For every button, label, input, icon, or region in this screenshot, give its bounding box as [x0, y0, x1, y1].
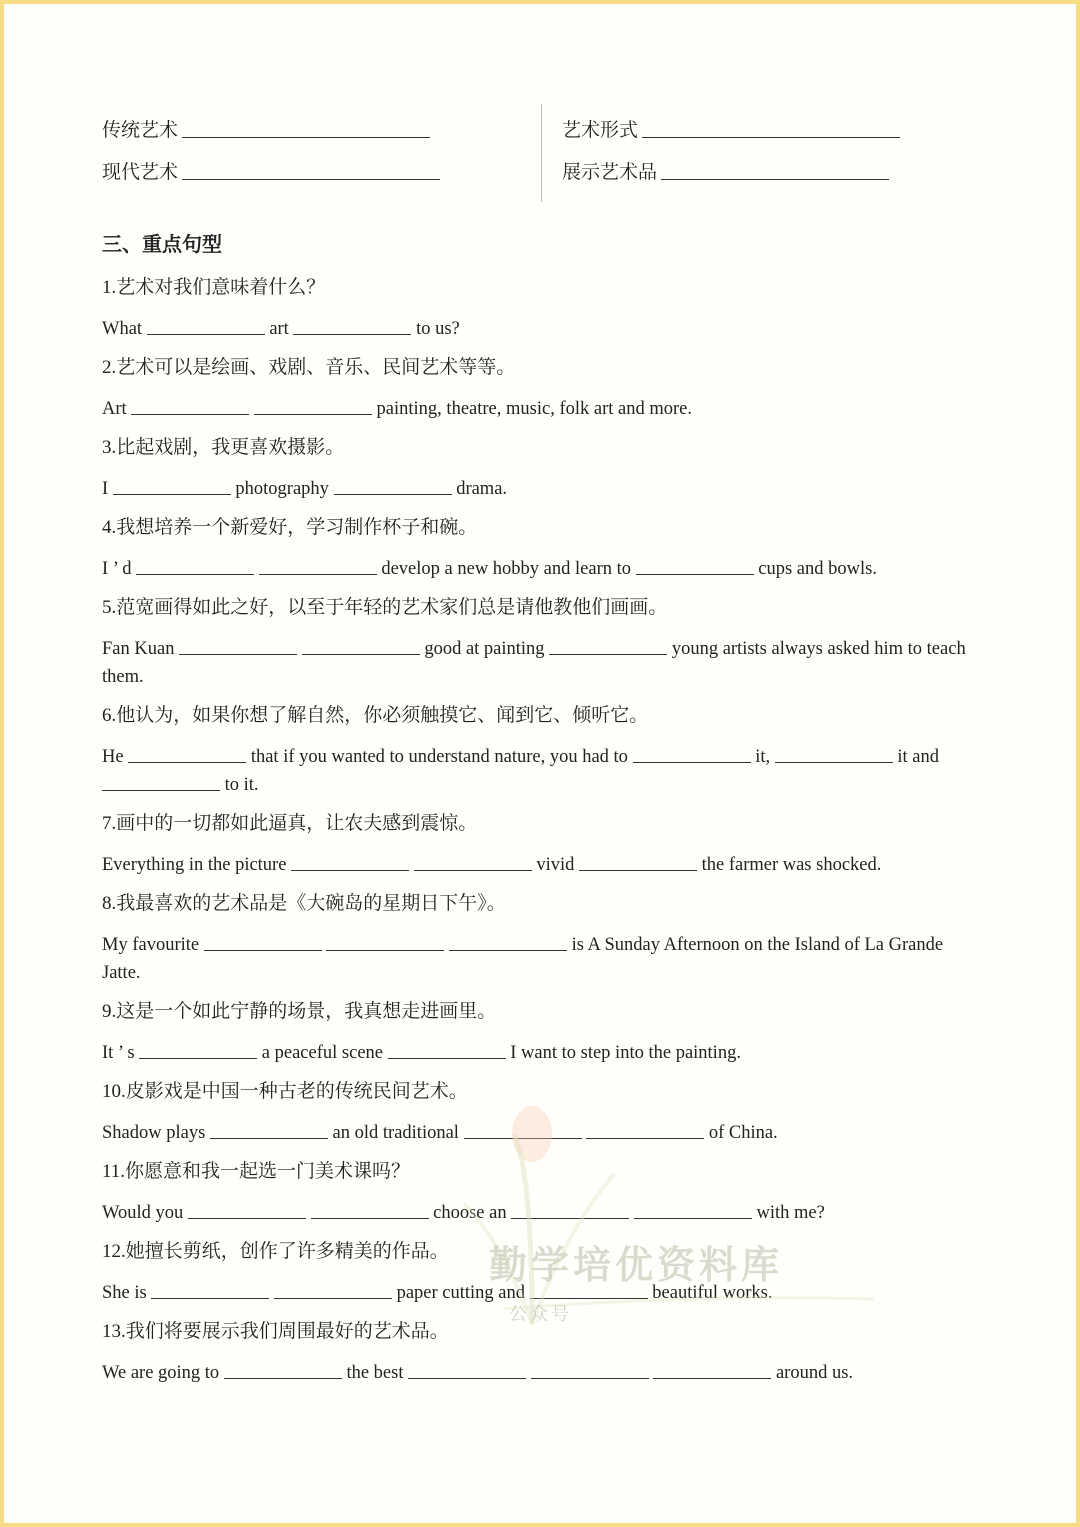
answer-blank[interactable] [531, 1360, 649, 1379]
answer-blank[interactable] [334, 476, 452, 495]
vocab-label: 展示艺术品 [562, 162, 658, 183]
sentence-item [102, 354, 972, 423]
english-sentence [102, 395, 972, 423]
answer-blank[interactable] [636, 556, 754, 575]
vocab-item [562, 159, 889, 186]
answer-blank[interactable] [131, 396, 249, 415]
answer-blank[interactable] [661, 159, 889, 180]
answer-blank[interactable] [139, 1040, 257, 1059]
answer-blank[interactable] [224, 1360, 342, 1379]
chinese-sentence: 10.皮影戏是中国一种古老的传统民间艺术。 [102, 1081, 468, 1102]
sentence-text: My favourite [102, 935, 204, 955]
answer-blank[interactable] [151, 1280, 269, 1299]
watermark-title: 勤学培优资料库 [489, 1243, 784, 1287]
sentence-text: I [102, 479, 113, 499]
answer-blank[interactable] [414, 852, 532, 871]
sentence-text: She is [102, 1283, 152, 1303]
sentence-text: It ’ s [102, 1043, 140, 1063]
vocab-item [562, 117, 900, 144]
chinese-sentence: 1.艺术对我们意味着什么？ [102, 277, 326, 298]
sentence-text: Everything in the picture [102, 855, 292, 875]
sentence-text: Fan Kuan [102, 639, 180, 659]
section-title: 三、重点句型 [102, 232, 222, 256]
answer-blank[interactable] [549, 636, 667, 655]
answer-blank[interactable] [274, 1280, 392, 1299]
chinese-sentence: 13.我们将要展示我们周围最好的艺术品。 [102, 1321, 449, 1342]
answer-blank[interactable] [113, 476, 231, 495]
sentence-item [102, 702, 972, 799]
sentence-text: it and [892, 747, 944, 767]
sentence-text: choose an [428, 1203, 512, 1223]
sentence-text: young artists always asked him to teach them. [102, 639, 971, 687]
sentence-text: is A Sunday Afternoon on the Island of La Grande Jatte. [102, 935, 948, 983]
vocab-label: 现代艺术 [102, 162, 179, 183]
sentence-text: develop a new hobby and learn to [376, 559, 636, 579]
sentence-text: I want to step into the painting. [505, 1043, 741, 1063]
vocab-item [102, 117, 430, 144]
answer-blank[interactable] [147, 316, 265, 335]
english-sentence [102, 1119, 972, 1147]
sentence-text: painting, theatre, music, folk art and more. [371, 399, 692, 419]
sentence-text: an old traditional [327, 1123, 464, 1143]
chinese-sentence: 5.范宽画得如此之好，以至于年轻的艺术家们总是请他教他们画画。 [102, 597, 668, 618]
watermark-sub: 公众号 [509, 1304, 572, 1325]
sentence-text: around us. [771, 1363, 854, 1383]
sentence-item [102, 274, 972, 343]
sentence-item [102, 890, 972, 987]
answer-blank[interactable] [634, 1200, 752, 1219]
answer-blank[interactable] [408, 1360, 526, 1379]
english-sentence [102, 743, 972, 799]
english-sentence [102, 1039, 972, 1067]
sentence-text: drama. [451, 479, 508, 499]
answer-blank[interactable] [511, 1200, 629, 1219]
chinese-sentence: 9.这是一个如此宁静的场景，我真想走进画里。 [102, 1001, 497, 1022]
answer-blank[interactable] [204, 932, 322, 951]
sentence-text: good at painting [419, 639, 550, 659]
chinese-sentence: 2.艺术可以是绘画、戏剧、音乐、民间艺术等等。 [102, 357, 516, 378]
chinese-sentence: 4.我想培养一个新爱好，学习制作杯子和碗。 [102, 517, 478, 538]
chinese-sentence: 11.你愿意和我一起选一门美术课吗？ [102, 1161, 411, 1182]
answer-blank[interactable] [464, 1120, 582, 1139]
answer-blank[interactable] [293, 316, 411, 335]
english-sentence [102, 1359, 972, 1387]
chinese-sentence: 12.她擅长剪纸，创作了许多精美的作品。 [102, 1241, 449, 1262]
sentence-text: the farmer was shocked. [696, 855, 882, 875]
answer-blank[interactable] [579, 852, 697, 871]
sentence-text: We are going to [102, 1363, 224, 1383]
column-divider [541, 104, 542, 202]
english-sentence [102, 931, 972, 987]
sentence-item [102, 594, 972, 691]
sentence-text: I ’ d [102, 559, 137, 579]
answer-blank[interactable] [326, 932, 444, 951]
sentence-text: What [102, 319, 147, 339]
answer-blank[interactable] [633, 744, 751, 763]
chinese-sentence: 6.他认为，如果你想了解自然，你必须触摸它、闻到它、倾听它。 [102, 705, 649, 726]
answer-blank[interactable] [586, 1120, 704, 1139]
answer-blank[interactable] [449, 932, 567, 951]
sentence-text: photography [230, 479, 334, 499]
sentence-text: to us? [411, 319, 460, 339]
sentence-item [102, 514, 972, 583]
answer-blank[interactable] [259, 556, 377, 575]
sentence-text: art [264, 319, 294, 339]
sentence-text: the best [341, 1363, 409, 1383]
sentence-text: to it. [220, 775, 259, 795]
answer-blank[interactable] [210, 1120, 328, 1139]
sentence-item [102, 998, 972, 1067]
sentence-text: Art [102, 399, 132, 419]
chinese-sentence: 7.画中的一切都如此逼真，让农夫感到震惊。 [102, 813, 478, 834]
sentence-text: He [102, 747, 129, 767]
answer-blank[interactable] [182, 117, 430, 138]
chinese-sentence: 3.比起戏剧，我更喜欢摄影。 [102, 437, 345, 458]
sentence-text: with me? [751, 1203, 825, 1223]
answer-blank[interactable] [188, 1200, 306, 1219]
sentence-text: Would you [102, 1203, 188, 1223]
sentence-text: a peaceful scene [257, 1043, 388, 1063]
vocab-label: 传统艺术 [102, 120, 179, 141]
answer-blank[interactable] [179, 636, 297, 655]
sentence-text: vivid [531, 855, 579, 875]
sentence-text: paper cutting and [391, 1283, 530, 1303]
english-sentence [102, 635, 972, 691]
vocab-section [99, 104, 979, 204]
answer-blank[interactable] [388, 1040, 506, 1059]
english-sentence [102, 851, 972, 879]
vocab-item [102, 159, 440, 186]
vocab-label: 艺术形式 [562, 120, 639, 141]
answer-blank[interactable] [642, 117, 900, 138]
sentence-item [102, 1158, 972, 1227]
sentence-item [102, 1318, 972, 1387]
answer-blank[interactable] [102, 772, 220, 791]
english-sentence [102, 1199, 972, 1227]
chinese-sentence: 8.我最喜欢的艺术品是《大碗岛的星期日下午》。 [102, 893, 506, 914]
english-sentence [102, 315, 972, 343]
answer-blank[interactable] [254, 396, 372, 415]
sentence-text: cups and bowls. [753, 559, 877, 579]
sentence-item [102, 810, 972, 879]
sentence-text: that if you wanted to understand nature, you had to [246, 747, 633, 767]
sentence-text: of China. [704, 1123, 778, 1143]
answer-blank[interactable] [311, 1200, 429, 1219]
answer-blank[interactable] [136, 556, 254, 575]
answer-blank[interactable] [653, 1360, 771, 1379]
answer-blank[interactable] [291, 852, 409, 871]
sentence-text: Shadow plays [102, 1123, 210, 1143]
sentence-list [102, 274, 972, 1398]
sentence-item [102, 1078, 972, 1147]
english-sentence [102, 475, 972, 503]
answer-blank[interactable] [182, 159, 440, 180]
sentence-text: beautiful works. [647, 1283, 773, 1303]
answer-blank[interactable] [775, 744, 893, 763]
sentence-text: it, [750, 747, 775, 767]
answer-blank[interactable] [128, 744, 246, 763]
sentence-item [102, 434, 972, 503]
english-sentence [102, 555, 972, 583]
answer-blank[interactable] [302, 636, 420, 655]
